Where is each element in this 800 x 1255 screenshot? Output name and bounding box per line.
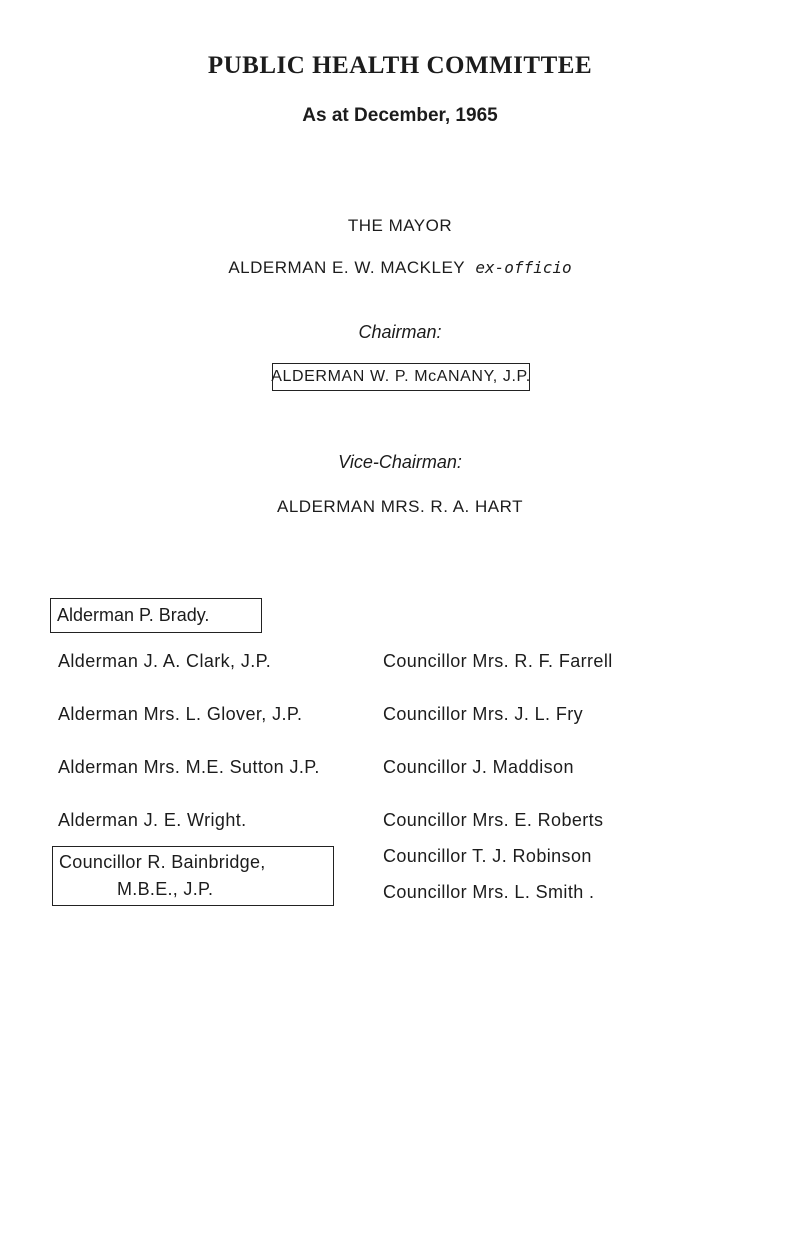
bainbridge-line-2: M.B.E., J.P. — [117, 879, 214, 899]
member-left-4: Alderman J. E. Wright. — [58, 810, 247, 830]
member-right-3: Councillor J. Maddison — [383, 757, 574, 777]
member-right-4: Councillor Mrs. E. Roberts — [383, 810, 604, 830]
member-boxed-bainbridge — [52, 846, 334, 906]
ex-officio-line — [0, 258, 800, 279]
member-right-6: Councillor Mrs. L. Smith . — [383, 882, 595, 902]
member-right-1: Councillor Mrs. R. F. Farrell — [383, 651, 613, 671]
member-right-2: Councillor Mrs. J. L. Fry — [383, 704, 584, 724]
ex-officio-note: ex-officio — [475, 258, 572, 277]
member-left-3: Alderman Mrs. M.E. Sutton J.P. — [58, 757, 320, 777]
vice-chairman-heading: Vice-Chairman: — [338, 452, 462, 472]
ex-officio-alderman: ALDERMAN E. W. MACKLEY — [228, 258, 466, 277]
chairman-name: ALDERMAN W. P. McANANY, J.P. — [272, 363, 530, 391]
page-title: PUBLIC HEALTH COMMITTEE — [207, 52, 593, 79]
vice-chairman-name: ALDERMAN MRS. R. A. HART — [277, 497, 523, 516]
member-left-2: Alderman Mrs. L. Glover, J.P. — [58, 704, 303, 724]
member-left-1: Alderman J. A. Clark, J.P. — [58, 651, 272, 671]
page-subtitle: As at December, 1965 — [302, 105, 498, 126]
ex-officio-mayor: THE MAYOR — [347, 216, 453, 235]
member-right-5: Councillor T. J. Robinson — [383, 846, 592, 866]
chairman-heading: Chairman: — [358, 322, 442, 342]
bainbridge-line-1: Councillor R. Bainbridge, — [59, 852, 266, 872]
member-boxed-brady: Alderman P. Brady. — [50, 598, 262, 633]
